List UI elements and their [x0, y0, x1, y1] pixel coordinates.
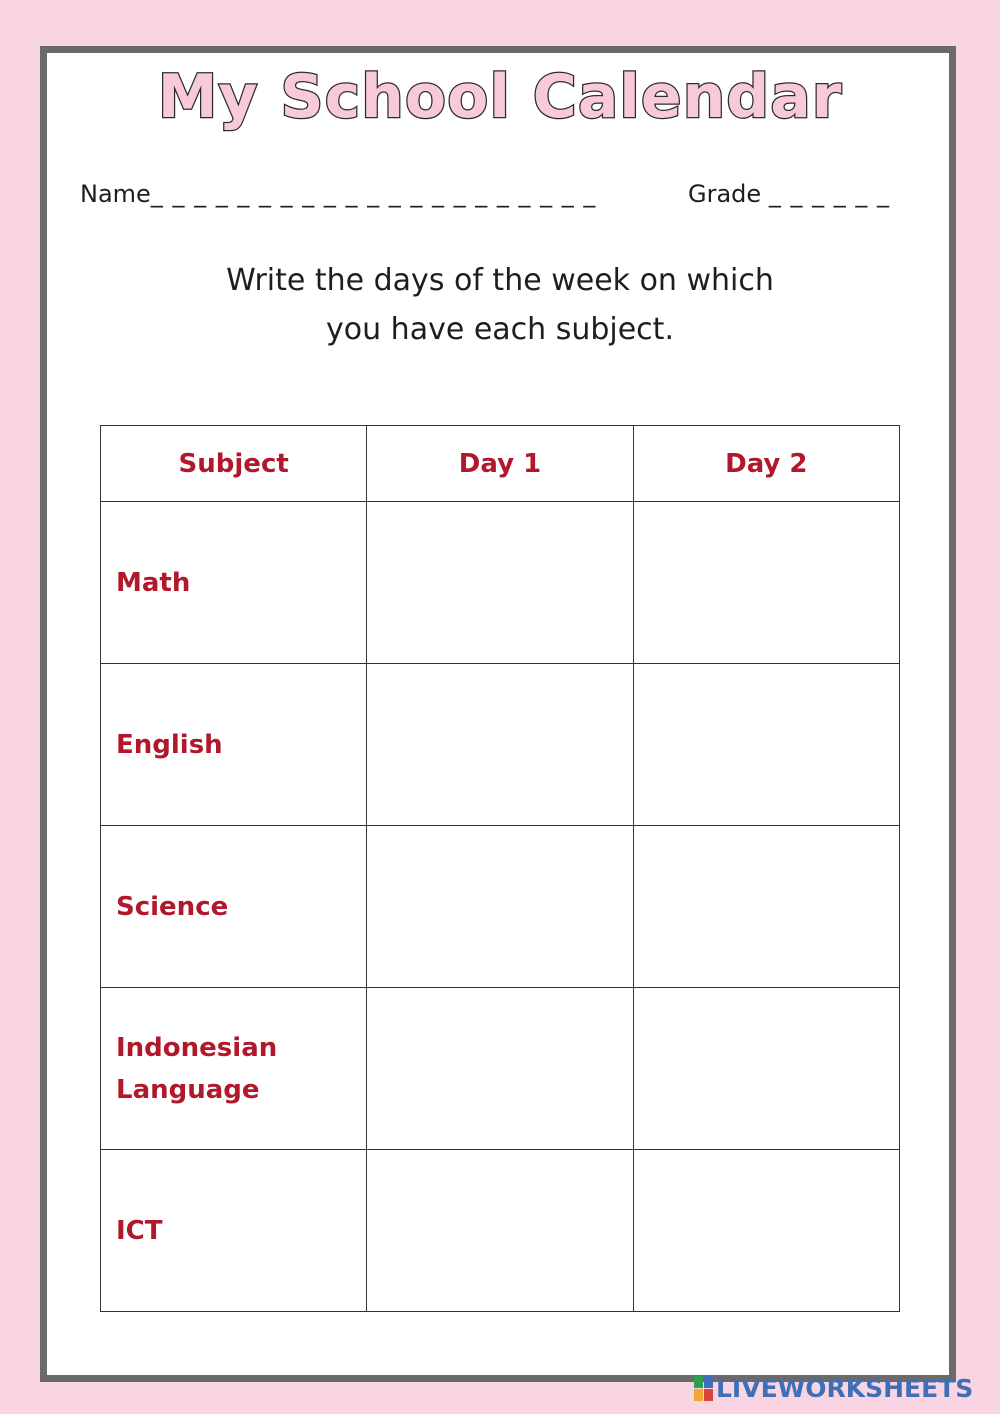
table-row	[101, 988, 900, 1150]
instructions-line-2: you have each subject.	[326, 312, 674, 347]
table-row	[101, 826, 900, 988]
name-blank[interactable]: _ _ _ _ _ _ _ _ _ _ _ _ _ _ _ _ _ _ _ _ _	[150, 180, 597, 208]
header-day-2: Day 2	[633, 426, 899, 502]
subject-table	[100, 425, 900, 1312]
subject-cell: Math	[101, 502, 367, 664]
day-2-answer-cell[interactable]	[633, 664, 899, 826]
worksheet-title: My School Calendar	[157, 62, 843, 132]
day-1-answer-cell[interactable]	[367, 1150, 633, 1312]
table-row	[101, 502, 900, 664]
subject-line-2: Language	[116, 1074, 260, 1105]
grade-blank[interactable]: _ _ _ _ _ _	[768, 180, 890, 208]
grade-label: Grade	[688, 180, 762, 208]
day-2-answer-cell[interactable]	[633, 826, 899, 988]
subject-cell: Science	[101, 826, 367, 988]
name-field	[80, 180, 596, 208]
subject-cell: English	[101, 664, 367, 826]
day-1-answer-cell[interactable]	[367, 502, 633, 664]
subject-line-1: Indonesian	[116, 1032, 278, 1063]
day-2-answer-cell[interactable]	[633, 988, 899, 1150]
liveworksheets-brand	[694, 1374, 973, 1403]
brand-text: LIVEWORKSHEETS	[716, 1374, 974, 1403]
instructions-line-1: Write the days of the week on which	[226, 263, 774, 298]
day-1-answer-cell[interactable]	[367, 826, 633, 988]
instructions	[0, 256, 1000, 354]
header-day-1: Day 1	[367, 426, 633, 502]
subject-cell: ICT	[101, 1150, 367, 1312]
day-1-answer-cell[interactable]	[367, 664, 633, 826]
header-subject: Subject	[101, 426, 367, 502]
day-1-answer-cell[interactable]	[367, 988, 633, 1150]
liveworksheets-logo-icon	[694, 1376, 714, 1402]
day-2-answer-cell[interactable]	[633, 1150, 899, 1312]
day-2-answer-cell[interactable]	[633, 502, 899, 664]
table-row	[101, 664, 900, 826]
table-row	[101, 1150, 900, 1312]
table-header-row	[101, 426, 900, 502]
subject-cell	[101, 988, 367, 1150]
grade-field	[688, 180, 890, 208]
name-label: Name	[80, 180, 151, 208]
